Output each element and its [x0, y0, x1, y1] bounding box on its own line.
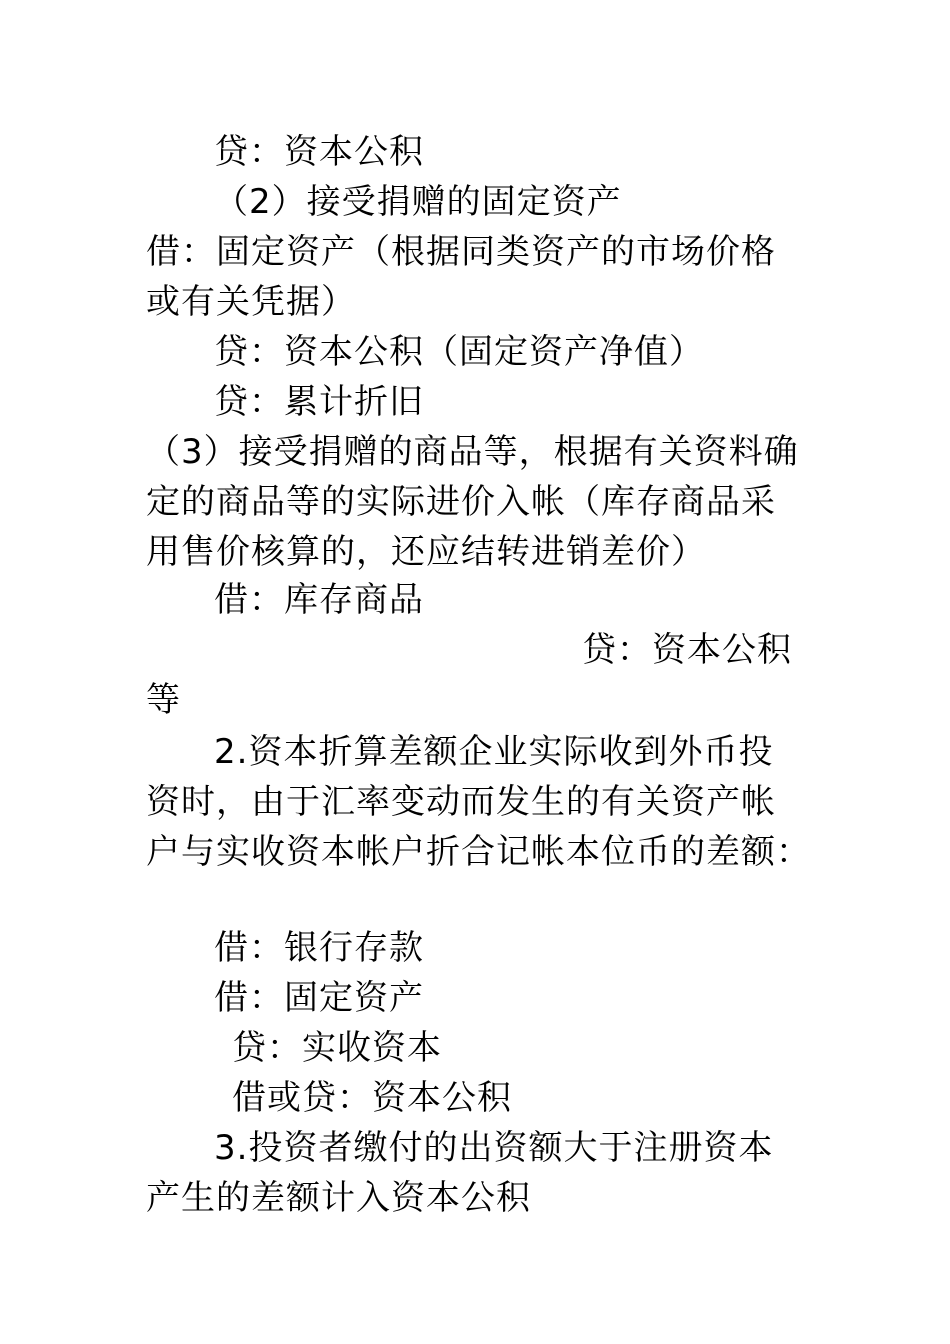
text-line: 借：库存商品: [214, 580, 424, 620]
text-line: 借：固定资产: [214, 978, 424, 1018]
text-line: 定的商品等的实际进价入帐（库存商品采: [146, 482, 776, 522]
text-line: 贷：资本公积（固定资产净值）: [214, 332, 704, 372]
text-line: 借：固定资产（根据同类资产的市场价格: [146, 232, 776, 272]
text-line: 户与实收资本帐户折合记帐本位币的差额：: [146, 832, 811, 872]
text-line: 借：银行存款: [214, 928, 424, 968]
text-line: 贷：累计折旧: [214, 382, 424, 422]
text-line: 贷：资本公积: [214, 132, 424, 172]
text-line: 贷：实收资本: [232, 1028, 442, 1068]
text-line: 或有关凭据）: [146, 282, 356, 322]
text-line: （2）接受捐赠的固定资产: [214, 182, 622, 222]
text-line: 产生的差额计入资本公积: [146, 1178, 531, 1218]
text-line: 用售价核算的，还应结转进销差价）: [146, 532, 706, 572]
text-line: 2.资本折算差额企业实际收到外币投: [214, 732, 774, 772]
text-line: 贷：资本公积: [582, 630, 792, 670]
text-line: 等: [146, 680, 181, 720]
text-line: （3）接受捐赠的商品等，根据有关资料确: [146, 432, 799, 472]
text-line: 资时，由于汇率变动而发生的有关资产帐: [146, 782, 776, 822]
text-line: 3.投资者缴付的出资额大于注册资本: [214, 1128, 774, 1168]
text-line: 借或贷：资本公积: [232, 1078, 512, 1118]
